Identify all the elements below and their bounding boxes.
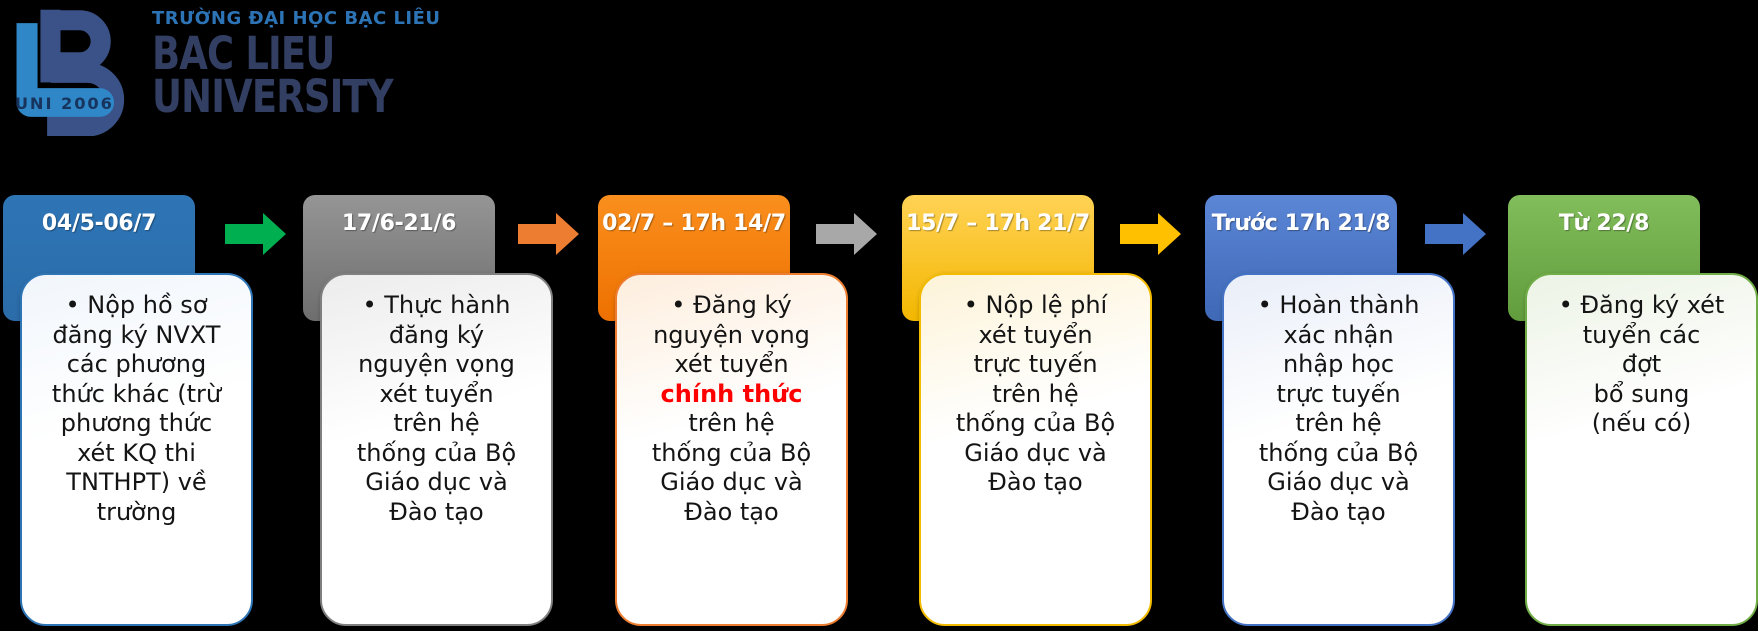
card-text-line: xác nhận xyxy=(1283,320,1394,349)
card-text-line: (nếu có) xyxy=(1591,409,1692,437)
logo-badge-text: UNI 2006 xyxy=(14,94,114,114)
card-text-line: bổ sung xyxy=(1593,379,1690,408)
step-card-body xyxy=(617,275,846,527)
card-text-line: phương thức xyxy=(60,409,213,437)
card-text-line: nguyện vọng xyxy=(653,320,810,349)
step-card-body xyxy=(1527,275,1756,439)
card-text-line: Giáo dục và xyxy=(964,438,1107,467)
university-name-vietnamese: TRƯỜNG ĐẠI HỌC BẠC LIÊU xyxy=(152,8,441,29)
step-card xyxy=(1525,273,1758,626)
university-name-line2: BAC LIEU xyxy=(152,27,335,80)
card-text-line: xét tuyển xyxy=(674,350,789,378)
card-text-line: đăng ký xyxy=(388,320,485,349)
step-card xyxy=(919,273,1152,626)
card-text-line: đăng ký NVXT xyxy=(52,320,221,349)
card-text-line: trên hệ xyxy=(992,379,1079,408)
university-name-line3: UNIVERSITY xyxy=(152,69,393,123)
step-date: 15/7 – 17h 21/7 xyxy=(906,211,1090,236)
card-text-line: Đào tạo xyxy=(389,497,484,526)
card-text-line: nguyện vọng xyxy=(358,350,515,378)
card-text-line: • Đăng ký xét xyxy=(1558,291,1725,319)
card-text-line: thống của Bộ xyxy=(955,409,1116,437)
card-text-line: TNTHPT) về xyxy=(66,468,207,496)
step-card xyxy=(320,273,553,626)
card-text-line: nhập học xyxy=(1282,350,1395,378)
step-date: 02/7 – 17h 14/7 xyxy=(602,211,786,236)
timeline-step xyxy=(902,195,1154,630)
card-text-line: Giáo dục và xyxy=(660,468,803,496)
card-text-line: Đào tạo xyxy=(988,468,1083,496)
card-text-line: trực tuyến xyxy=(973,350,1098,378)
card-text-line: • Nộp lệ phí xyxy=(963,291,1108,319)
card-text-line: tuyển các xyxy=(1582,320,1701,349)
step-card xyxy=(615,273,848,626)
timeline-step xyxy=(3,195,255,630)
step-card-body xyxy=(1224,275,1453,527)
card-text-line: • Đăng ký xyxy=(671,291,792,319)
step-card-body xyxy=(322,275,551,527)
step-card xyxy=(20,273,253,626)
arrow-right-icon xyxy=(225,211,287,257)
card-text-line: xét tuyển xyxy=(978,320,1093,349)
card-text-line: trên hệ xyxy=(1295,409,1382,437)
card-text-line: thức khác (trừ xyxy=(51,379,222,408)
step-date: 17/6-21/6 xyxy=(341,211,457,236)
card-text-line: thống của Bộ xyxy=(1258,438,1419,467)
card-text-line: thống của Bộ xyxy=(651,438,812,467)
step-date: 04/5-06/7 xyxy=(41,211,157,236)
arrow-right-icon xyxy=(1425,211,1487,257)
step-card-body xyxy=(921,275,1150,498)
arrow-right-icon xyxy=(518,211,580,257)
card-text-line: trên hệ xyxy=(393,409,480,437)
card-text-line: • Hoàn thành xyxy=(1257,291,1420,319)
timeline-step xyxy=(303,195,555,630)
card-text-line: Đào tạo xyxy=(684,497,779,526)
card-text-line: chính thức xyxy=(660,379,803,408)
step-date: Trước 17h 21/8 xyxy=(1211,211,1391,236)
card-text-line: xét KQ thi xyxy=(77,438,196,467)
card-text-line: các phương xyxy=(66,350,207,378)
arrow-right-icon xyxy=(1120,211,1182,257)
card-text-line: • Nộp hồ sơ xyxy=(65,291,208,319)
card-text-line: trực tuyến xyxy=(1276,379,1401,408)
timeline-step xyxy=(1508,195,1758,630)
card-text-line: xét tuyển xyxy=(379,379,494,408)
card-text-line: Giáo dục và xyxy=(365,468,508,496)
card-text-line: đợt xyxy=(1621,350,1662,378)
arrow-right-icon xyxy=(816,211,878,257)
step-card-body xyxy=(22,275,251,527)
timeline-step xyxy=(1205,195,1457,630)
timeline-step xyxy=(598,195,850,630)
card-text-line: Đào tạo xyxy=(1291,497,1386,526)
card-text-line: trên hệ xyxy=(688,409,775,437)
card-text-line: Giáo dục và xyxy=(1267,468,1410,496)
card-text-line: • Thực hành xyxy=(362,291,511,319)
step-date: Từ 22/8 xyxy=(1558,211,1650,236)
card-text-line: trường xyxy=(96,497,177,526)
card-text-line: thống của Bộ xyxy=(356,438,517,467)
step-card xyxy=(1222,273,1455,626)
